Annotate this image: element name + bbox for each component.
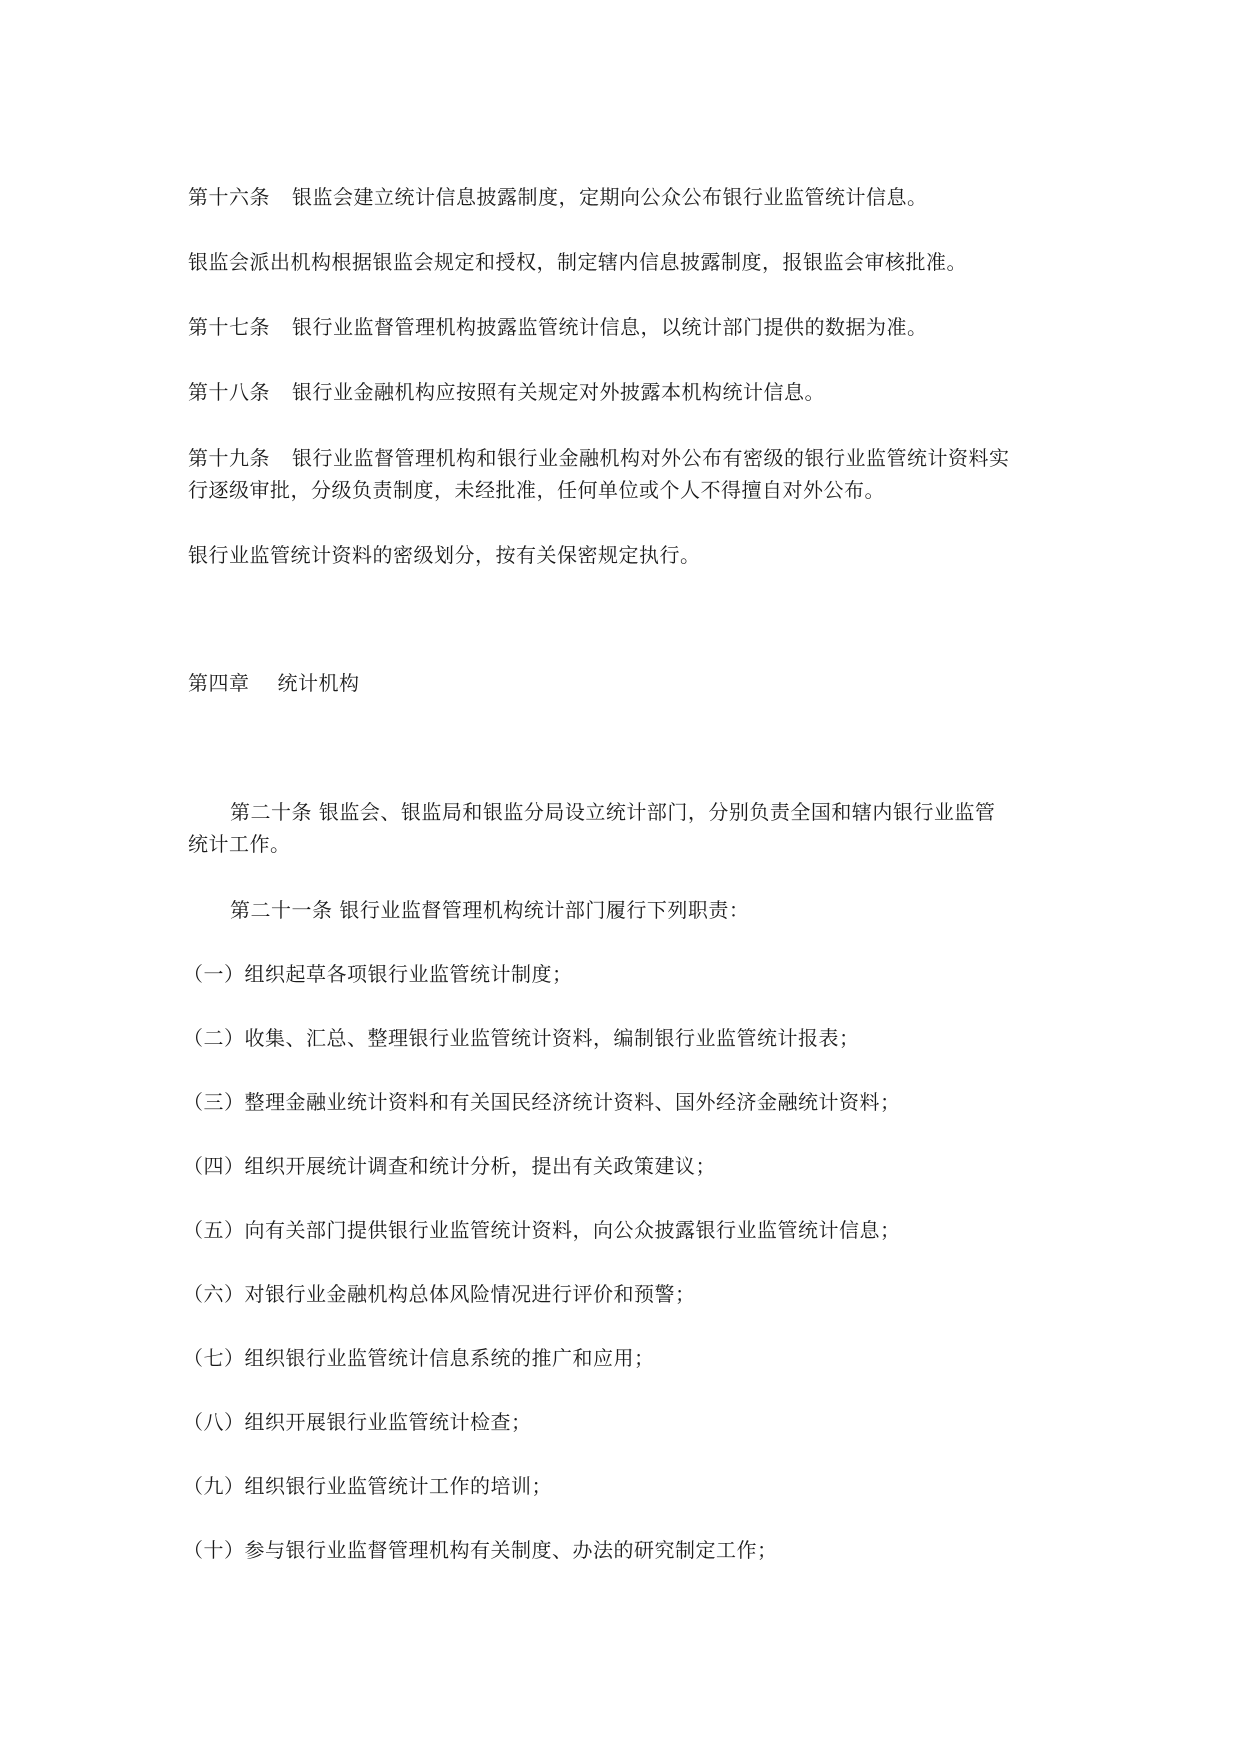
duty-item: （一）组织起草各项银行业监管统计制度； [183,962,573,986]
article-17 [188,312,928,342]
duty-item: （九）组织银行业监管统计工作的培训； [183,1474,552,1498]
article-16-heading: 第十六条 [188,185,270,209]
article-17-heading: 第十七条 [188,315,270,339]
article-19-heading: 第十九条 [188,446,270,470]
article-17-text: 银行业监督管理机构披露监管统计信息，以统计部门提供的数据为准。 [292,315,928,339]
article-18 [188,377,825,407]
article-20-line-2: 统计工作。 [188,832,291,856]
article-19-paragraph-2: 银行业监管统计资料的密级划分，按有关保密规定执行。 [188,543,701,567]
duty-item: （八）组织开展银行业监管统计检查； [183,1410,532,1434]
duty-item: （十）参与银行业监督管理机构有关制度、办法的研究制定工作； [183,1538,778,1562]
duty-item: （七）组织银行业监管统计信息系统的推广和应用； [183,1346,655,1370]
article-19-line-1 [188,443,1010,473]
article-20-line-1: 第二十条 银监会、银监局和银监分局设立统计部门，分别负责全国和辖内银行业监管 [230,800,996,824]
chapter-4-heading: 第四章 [188,671,250,695]
article-19-text-line-2: 行逐级审批，分级负责制度，未经批准，任何单位或个人不得擅自对外公布。 [188,478,885,502]
chapter-4 [188,668,360,698]
article-19-text-line-1: 银行业监督管理机构和银行业金融机构对外公布有密级的银行业监管统计资料实 [292,446,1010,470]
article-16-text: 银监会建立统计信息披露制度，定期向公众公布银行业监管统计信息。 [292,185,928,209]
chapter-4-title: 统计机构 [277,671,360,695]
article-18-heading: 第十八条 [188,380,270,404]
article-16 [188,182,928,212]
duty-item: （五）向有关部门提供银行业监管统计资料，向公众披露银行业监管统计信息； [183,1218,901,1242]
article-21: 第二十一条 银行业监督管理机构统计部门履行下列职责： [230,898,750,922]
article-18-text: 银行业金融机构应按照有关规定对外披露本机构统计信息。 [292,380,825,404]
duty-item: （六）对银行业金融机构总体风险情况进行评价和预警； [183,1282,696,1306]
duty-item: （四）组织开展统计调查和统计分析，提出有关政策建议； [183,1154,716,1178]
duty-item: （二）收集、汇总、整理银行业监管统计资料，编制银行业监管统计报表； [183,1026,860,1050]
duty-item: （三）整理金融业统计资料和有关国民经济统计资料、国外经济金融统计资料； [183,1090,901,1114]
article-16-paragraph-2: 银监会派出机构根据银监会规定和授权，制定辖内信息披露制度，报银监会审核批准。 [188,250,967,274]
